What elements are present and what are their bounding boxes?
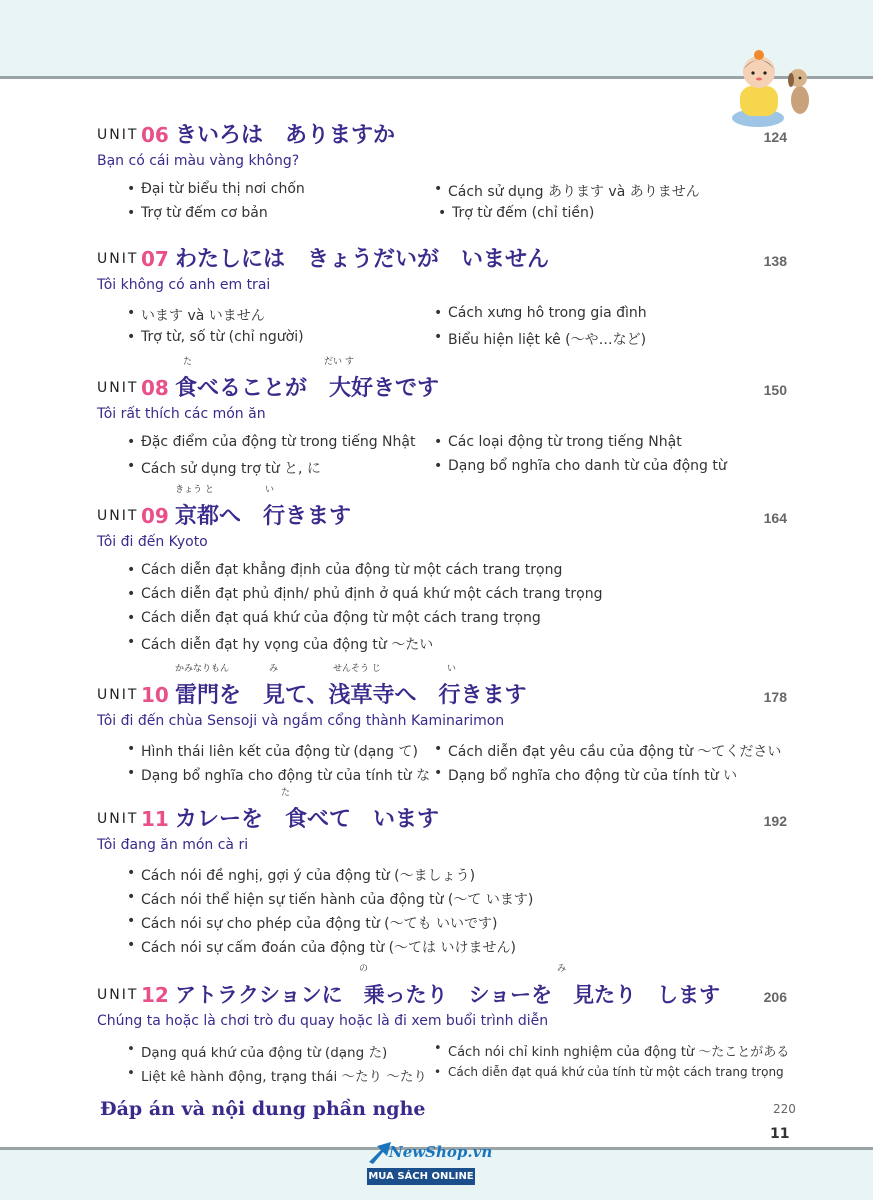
unit-label: UNIT bbox=[97, 380, 139, 396]
unit-title: きいろは ありますか bbox=[175, 123, 396, 148]
furigana: た bbox=[183, 357, 193, 367]
grammar-point: • Cách diễn đạt phủ định/ phủ định ở quá khứ một cách trang trọng bbox=[141, 586, 602, 602]
unit-page-number: 178 bbox=[763, 689, 787, 705]
grammar-point: • Cách diễn đạt khẳng định của động từ một cách trang trọng bbox=[141, 562, 562, 578]
grammar-point: • Cách nói đề nghị, gợi ý của động từ (〜ましょう) bbox=[141, 865, 475, 885]
grammar-point: • Dạng bổ nghĩa cho động từ của tính từ い bbox=[448, 765, 737, 785]
logo-tagline: MUA SÁCH ONLINE bbox=[367, 1168, 475, 1185]
unit-label: UNIT bbox=[97, 508, 139, 524]
unit-page-number: 164 bbox=[763, 510, 787, 526]
unit-page-number: 138 bbox=[763, 253, 787, 269]
furigana: だい す bbox=[324, 357, 354, 367]
unit-title: カレーを 食べて います bbox=[175, 807, 440, 832]
unit-number: 06 bbox=[141, 123, 169, 147]
unit-06 bbox=[97, 117, 797, 231]
grammar-point: • Cách nói thể hiện sự tiến hành của động từ (〜て います) bbox=[141, 889, 533, 909]
unit-subtitle: Tôi đi đến chùa Sensoji và ngắm cổng thành Kaminarimon bbox=[97, 713, 505, 729]
grammar-point: • Cách diễn đạt quá khứ của tính từ một cách trang trọng bbox=[448, 1065, 784, 1079]
grammar-point: • Dạng bổ nghĩa cho động từ của tính từ な bbox=[141, 765, 430, 785]
grammar-point: • Cách diễn đạt quá khứ của động từ một cách trang trọng bbox=[141, 610, 541, 626]
grammar-point: • Trợ từ, số từ (chỉ người) bbox=[141, 329, 304, 345]
unit-subtitle: Tôi đang ăn món cà ri bbox=[97, 837, 249, 853]
unit-subtitle: Bạn có cái màu vàng không? bbox=[97, 153, 300, 169]
grammar-point: • Cách sử dụng あります và ありません bbox=[448, 181, 700, 201]
grammar-point: • Cách diễn đạt yêu cầu của động từ 〜てください bbox=[448, 741, 781, 761]
unit-subtitle: Chúng ta hoặc là chơi trò đu quay hoặc là đi xem buổi trình diễn bbox=[97, 1013, 549, 1029]
grammar-point: • Dạng quá khứ của động từ (dạng た) bbox=[141, 1041, 387, 1061]
grammar-point: • Liệt kê hành động, trạng thái 〜たり 〜たり bbox=[141, 1065, 427, 1085]
furigana: い bbox=[447, 664, 457, 674]
unit-number: 08 bbox=[141, 376, 169, 400]
grammar-point: • Đặc điểm của động từ trong tiếng Nhật bbox=[141, 434, 415, 450]
unit-number: 12 bbox=[141, 983, 169, 1007]
grammar-point: • Đại từ biểu thị nơi chốn bbox=[141, 181, 305, 197]
unit-07 bbox=[97, 241, 797, 355]
unit-title: 食べることが 大好きです bbox=[175, 376, 440, 401]
unit-title: アトラクションに 乗ったり ショーを 見たり します bbox=[175, 983, 721, 1007]
unit-number: 07 bbox=[141, 247, 169, 271]
furigana: かみなりもん bbox=[175, 664, 230, 674]
page-number: 11 bbox=[770, 1126, 790, 1142]
furigana: きょう と bbox=[175, 485, 214, 495]
unit-label: UNIT bbox=[97, 251, 139, 267]
unit-12 bbox=[97, 964, 797, 1091]
furigana: の bbox=[359, 964, 369, 974]
unit-label: UNIT bbox=[97, 811, 139, 827]
unit-11 bbox=[97, 788, 797, 961]
unit-title: わたしには きょうだいが いません bbox=[175, 247, 550, 272]
furigana: い bbox=[265, 485, 275, 495]
grammar-point: • Cách sử dụng trợ từ と, に bbox=[141, 458, 321, 478]
unit-09 bbox=[97, 485, 797, 658]
unit-label: UNIT bbox=[97, 687, 139, 703]
grammar-point: • います và いません bbox=[141, 305, 265, 325]
grammar-point: • Biểu hiện liệt kê (〜や…など) bbox=[448, 329, 646, 349]
grammar-point: • Cách nói sự cho phép của động từ (〜ても いいです) bbox=[141, 913, 498, 933]
unit-number: 10 bbox=[141, 683, 169, 707]
unit-page-number: 150 bbox=[763, 382, 787, 398]
grammar-point: • Trợ từ đếm (chỉ tiền) bbox=[452, 205, 594, 221]
answer-section-title: Đáp án và nội dung phần nghe bbox=[100, 1098, 426, 1120]
grammar-point: • Cách nói sự cấm đoán của động từ (〜ては いけません) bbox=[141, 937, 516, 957]
unit-10 bbox=[97, 664, 797, 791]
unit-08 bbox=[97, 357, 797, 484]
unit-number: 09 bbox=[141, 504, 169, 528]
unit-page-number: 206 bbox=[763, 989, 787, 1005]
unit-number: 11 bbox=[141, 807, 169, 831]
grammar-point: • Cách xưng hô trong gia đình bbox=[448, 305, 647, 321]
furigana: み bbox=[557, 964, 567, 974]
unit-subtitle: Tôi không có anh em trai bbox=[97, 277, 271, 293]
answer-page-number: 220 bbox=[773, 1102, 796, 1116]
grammar-point: • Dạng bổ nghĩa cho danh từ của động từ bbox=[448, 458, 727, 474]
grammar-point: • Các loại động từ trong tiếng Nhật bbox=[448, 434, 682, 450]
unit-subtitle: Tôi đi đến Kyoto bbox=[97, 534, 208, 550]
grammar-point: • Hình thái liên kết của động từ (dạng て) bbox=[141, 741, 418, 761]
grammar-point: • Cách diễn đạt hy vọng của động từ 〜たい bbox=[141, 634, 433, 654]
furigana: た bbox=[281, 788, 291, 798]
unit-label: UNIT bbox=[97, 127, 139, 143]
unit-title: 京都へ 行きます bbox=[175, 504, 352, 529]
furigana: せんそう じ bbox=[333, 664, 381, 674]
furigana: み bbox=[269, 664, 279, 674]
unit-subtitle: Tôi rất thích các món ăn bbox=[97, 406, 266, 422]
grammar-point: • Trợ từ đếm cơ bản bbox=[141, 205, 268, 221]
logo-name: NewShop.vn bbox=[389, 1143, 493, 1161]
unit-page-number: 192 bbox=[763, 813, 787, 829]
unit-title: 雷門を 見て、浅草寺へ 行きます bbox=[175, 683, 527, 708]
newshop-logo bbox=[365, 1140, 493, 1190]
unit-page-number: 124 bbox=[763, 129, 787, 145]
unit-label: UNIT bbox=[97, 987, 139, 1003]
grammar-point: • Cách nói chỉ kinh nghiệm của động từ 〜たことがある bbox=[448, 1041, 789, 1060]
